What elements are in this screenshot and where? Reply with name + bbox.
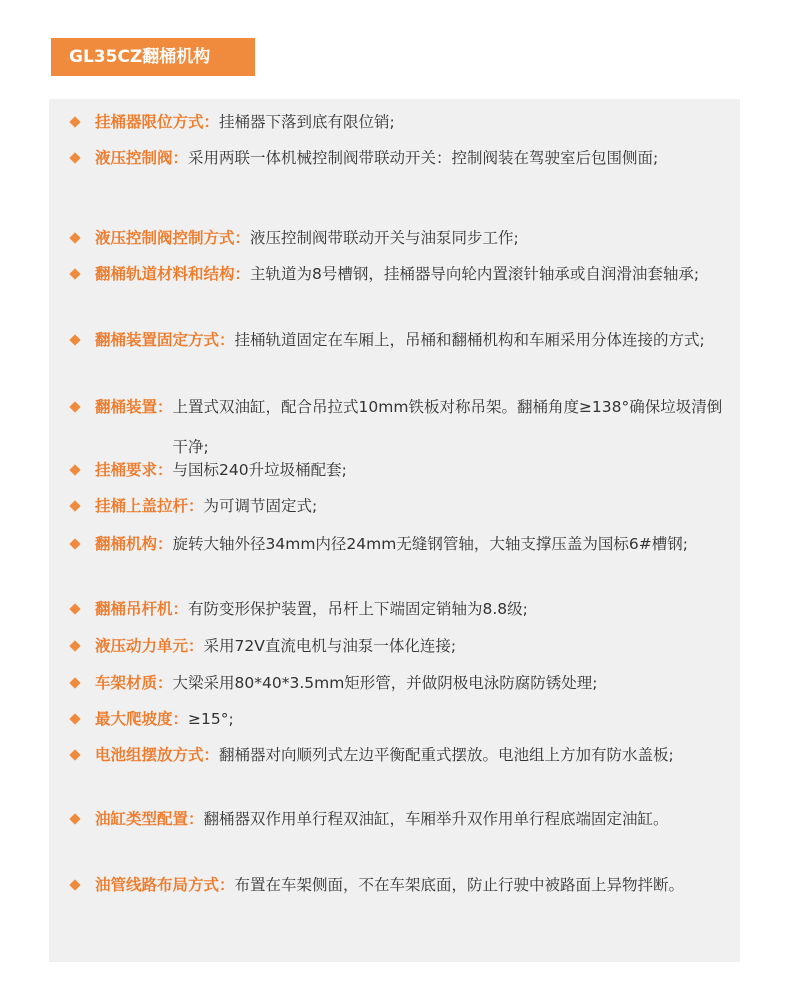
diamond-bullet-icon — [69, 268, 81, 280]
diamond-bullet-icon — [69, 152, 81, 164]
spec-item — [69, 595, 728, 629]
spec-label: 油缸类型配置： — [95, 810, 204, 828]
spec-value: 翻桶器对向顺列式左边平衡配重式摆放。电池组上方加有防水盖板; — [219, 746, 674, 764]
spec-value: 采用两联一体机械控制阀带联动开关：控制阀装在驾驶室后包围侧面; — [188, 149, 659, 167]
spec-label: 液压控制阀控制方式： — [95, 229, 251, 247]
section-title: GL35CZ翻桶机构 — [69, 47, 211, 67]
spec-label: 挂桶上盖拉杆： — [95, 497, 204, 515]
spec-item — [69, 669, 728, 703]
spec-item — [69, 224, 728, 258]
diamond-bullet-icon — [69, 603, 81, 615]
spec-label: 翻桶吊杆机： — [95, 600, 189, 618]
section-title-tab — [51, 38, 255, 76]
spec-label: 液压动力单元： — [95, 637, 204, 655]
spec-value: 旋转大轴外径34mm内径24mm无缝钢管轴，大轴支撑压盖为国标6#槽钢; — [172, 535, 688, 553]
spec-value: 主轨道为8号槽钢，挂桶器导向轮内置滚针轴承或自润滑油套轴承; — [250, 265, 700, 283]
spec-item — [69, 741, 728, 775]
spec-value: 采用72V直流电机与油泵一体化连接; — [203, 637, 457, 655]
diamond-bullet-icon — [69, 116, 81, 128]
spec-label: 挂桶要求： — [95, 461, 173, 479]
spec-value: ≥15°; — [188, 710, 234, 728]
spec-label: 最大爬坡度： — [95, 710, 189, 728]
spec-item — [69, 530, 728, 564]
spec-value: 液压控制阀带联动开关与油泵同步工作; — [250, 229, 519, 247]
diamond-bullet-icon — [69, 677, 81, 689]
spec-item — [69, 492, 728, 526]
spec-item — [69, 705, 728, 739]
spec-value: 有防变形保护装置，吊杆上下端固定销轴为8.8级; — [188, 600, 528, 618]
spec-item — [69, 632, 728, 666]
spec-label: 翻桶装置固定方式： — [95, 331, 235, 349]
spec-label: 挂桶器限位方式： — [95, 113, 220, 131]
spec-label: 液压控制阀： — [95, 149, 189, 167]
spec-item — [69, 871, 728, 905]
diamond-bullet-icon — [69, 879, 81, 891]
diamond-bullet-icon — [69, 334, 81, 346]
spec-label: 翻桶装置： — [95, 398, 173, 416]
spec-label: 车架材质： — [95, 674, 173, 692]
spec-item — [69, 805, 728, 839]
spec-value: 大梁采用80*40*3.5mm矩形管，并做阴极电泳防腐防锈处理; — [172, 674, 598, 692]
spec-panel — [49, 99, 740, 962]
diamond-bullet-icon — [69, 500, 81, 512]
spec-item — [69, 260, 728, 294]
spec-value: 翻桶器双作用单行程双油缸，车厢举升双作用单行程底端固定油缸。 — [203, 810, 669, 828]
spec-label: 油管线路布局方式： — [95, 876, 235, 894]
spec-label: 电池组摆放方式： — [95, 746, 220, 764]
spec-item — [69, 108, 728, 142]
diamond-bullet-icon — [69, 713, 81, 725]
diamond-bullet-icon — [69, 813, 81, 825]
diamond-bullet-icon — [69, 232, 81, 244]
diamond-bullet-icon — [69, 538, 81, 550]
diamond-bullet-icon — [69, 464, 81, 476]
diamond-bullet-icon — [69, 749, 81, 761]
spec-value: 布置在车架侧面，不在车架底面，防止行驶中被路面上异物拌断。 — [234, 876, 685, 894]
spec-label: 翻桶轨道材料和结构： — [95, 265, 251, 283]
spec-value: 为可调节固定式; — [203, 497, 318, 515]
spec-value: 与国标240升垃圾桶配套; — [172, 461, 347, 479]
spec-item — [69, 144, 728, 178]
spec-value: 挂桶轨道固定在车厢上，吊桶和翻桶机构和车厢采用分体连接的方式; — [234, 331, 705, 349]
diamond-bullet-icon — [69, 401, 81, 413]
spec-value: 挂桶器下落到底有限位销; — [219, 113, 395, 131]
spec-item — [69, 326, 728, 360]
diamond-bullet-icon — [69, 640, 81, 652]
spec-label: 翻桶机构： — [95, 535, 173, 553]
spec-item — [69, 456, 728, 490]
spec-value: 上置式双油缸，配合吊拉式10mm铁板对称吊架。翻桶角度≥138°确保垃圾清倒干净; — [172, 398, 723, 456]
